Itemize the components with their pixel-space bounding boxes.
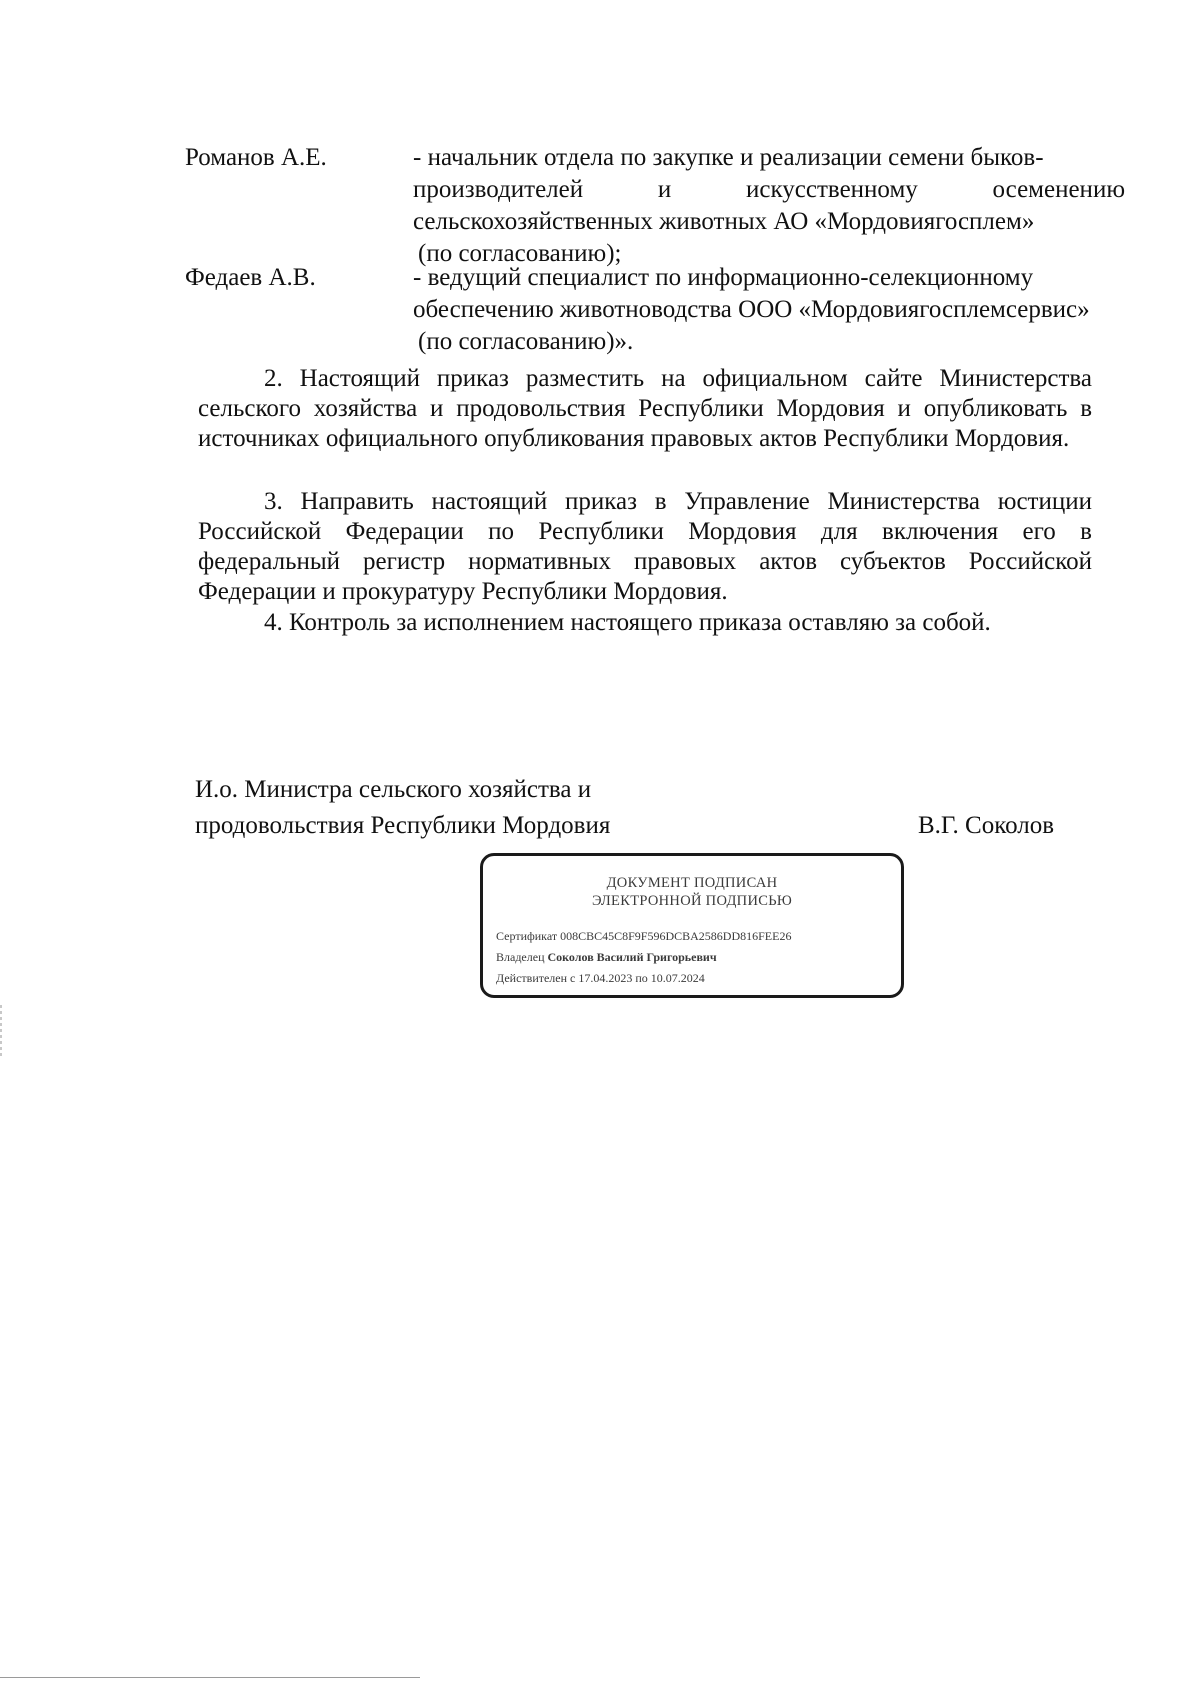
signatory-title: [195, 772, 610, 844]
member-description: [413, 142, 1125, 270]
member-name: Федаев А.В.: [185, 264, 316, 291]
member-description-line: (по согласованию);: [418, 240, 622, 267]
paragraph-4-control: 4. Контроль за исполнением настоящего приказа оставляю за собой.: [264, 609, 991, 636]
member-description-line: обеспечению животноводства ООО «Мордовиягосплемсервис»: [413, 296, 1090, 323]
stamp-certificate-value: 008CBC45C8F9F596DCBA2586DD816FEE26: [560, 929, 792, 943]
stamp-valid-from-word: с: [570, 971, 576, 985]
signatory-title-line: продовольствия Республики Мордовия: [195, 812, 611, 839]
stamp-header: [483, 874, 901, 910]
member-description-line: производителей и искусственному осеменению: [413, 176, 1125, 203]
member-description-line: (по согласованию)».: [418, 328, 634, 355]
member-name: Романов А.Е.: [185, 144, 327, 171]
stamp-valid-to: 10.07.2024: [650, 971, 705, 985]
electronic-signature-stamp: [480, 853, 904, 998]
stamp-valid-from: 17.04.2023: [578, 971, 633, 985]
stamp-certificate-label: Сертификат: [496, 929, 558, 943]
signatory-title-line: И.о. Министра сельского хозяйства и: [195, 776, 592, 803]
stamp-header-line: ДОКУМЕНТ ПОДПИСАН: [606, 875, 778, 891]
member-description-line: сельскохозяйственных животных АО «Мордовиягосплем»: [413, 208, 1035, 235]
stamp-details: [496, 926, 791, 989]
member-description: [413, 262, 1125, 358]
stamp-certificate-row: [496, 926, 791, 947]
signatory-name: В.Г. Соколов: [918, 812, 1055, 839]
stamp-owner-value: Соколов Василий Григорьевич: [547, 950, 717, 964]
stamp-valid-label: Действителен: [496, 971, 568, 985]
stamp-owner-row: [496, 947, 791, 968]
paragraph-3-registration: 3. Направить настоящий приказ в Управление Министерства юстиции Российской Федерации по Республики Мордовия для включения его в федеральный регистр нормативных правовых актов субъектов Российской Федерации и прокуратуру Республики Мордовия.: [198, 488, 1092, 605]
member-description-line: - ведущий специалист по информационно-селекционному: [413, 264, 1034, 291]
stamp-validity-row: [496, 968, 791, 989]
stamp-owner-label: Владелец: [496, 950, 545, 964]
stamp-header-line: ЭЛЕКТРОННОЙ ПОДПИСЬЮ: [591, 893, 793, 909]
member-description-line: - начальник отдела по закупке и реализации семени быков-: [413, 144, 1044, 171]
stamp-valid-to-word: по: [635, 971, 648, 985]
scan-edge-mark: [0, 1005, 2, 1057]
scan-bottom-rule: [0, 1677, 420, 1678]
paragraph-2-publication: 2. Настоящий приказ разместить на официальном сайте Министерства сельского хозяйства и продовольствия Республики Мордовия и опубликовать в источниках официального опубликования правовых актов Республики Мордовия.: [198, 365, 1092, 452]
